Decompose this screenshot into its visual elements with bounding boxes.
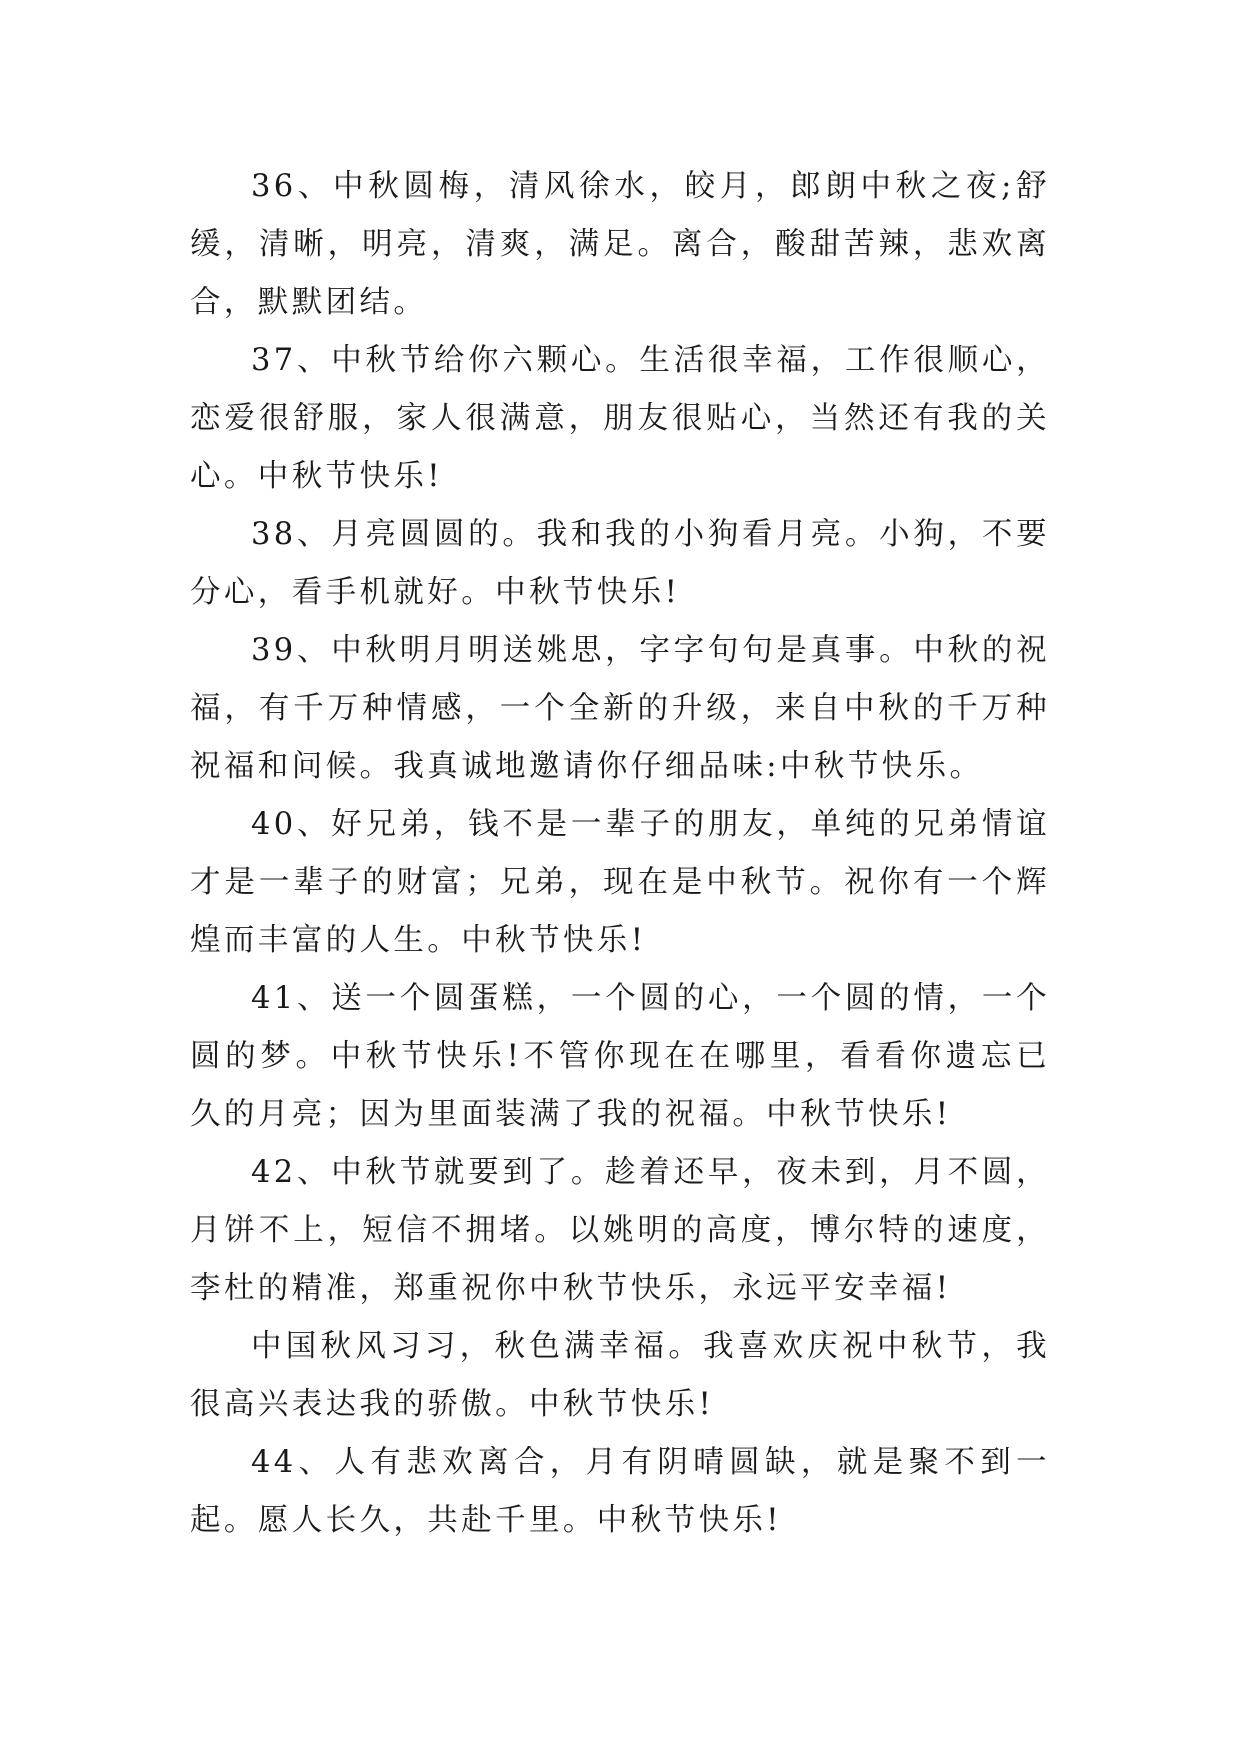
paragraph-40: 40、好兄弟，钱不是一辈子的朋友，单纯的兄弟情谊才是一辈子的财富；兄弟，现在是中秋节。祝你有一个辉煌而丰富的人生。中秋节快乐! xyxy=(190,807,1050,958)
document-body xyxy=(190,158,1050,1550)
paragraph-38: 38、月亮圆圆的。我和我的小狗看月亮。小狗，不要分心，看手机就好。中秋节快乐! xyxy=(190,517,1050,610)
paragraph-37: 37、中秋节给你六颗心。生活很幸福，工作很顺心，恋爱很舒服，家人很满意，朋友很贴心，当然还有我的关心。中秋节快乐! xyxy=(190,343,1050,494)
paragraph-44: 44、人有悲欢离合，月有阴晴圆缺，就是聚不到一起。愿人长久，共赴千里。中秋节快乐! xyxy=(190,1445,1050,1538)
paragraph-42: 42、中秋节就要到了。趁着还早，夜未到，月不圆，月饼不上，短信不拥堵。以姚明的高度，博尔特的速度，李杜的精准，郑重祝你中秋节快乐，永远平安幸福! xyxy=(190,1155,1050,1306)
paragraph-43: 中国秋风习习，秋色满幸福。我喜欢庆祝中秋节，我很高兴表达我的骄傲。中秋节快乐! xyxy=(190,1329,1050,1422)
paragraph-41: 41、送一个圆蛋糕，一个圆的心，一个圆的情，一个圆的梦。中秋节快乐!不管你现在在哪里，看看你遗忘已久的月亮；因为里面装满了我的祝福。中秋节快乐! xyxy=(190,981,1050,1132)
paragraph-39: 39、中秋明月明送姚思，字字句句是真事。中秋的祝福，有千万种情感，一个全新的升级，来自中秋的千万种祝福和问候。我真诚地邀请你仔细品味:中秋节快乐。 xyxy=(190,633,1050,784)
paragraph-36: 36、中秋圆梅，清风徐水，皎月，郎朗中秋之夜;舒缓，清晰，明亮，清爽，满足。离合，酸甜苦辣，悲欢离合，默默团结。 xyxy=(190,169,1050,320)
